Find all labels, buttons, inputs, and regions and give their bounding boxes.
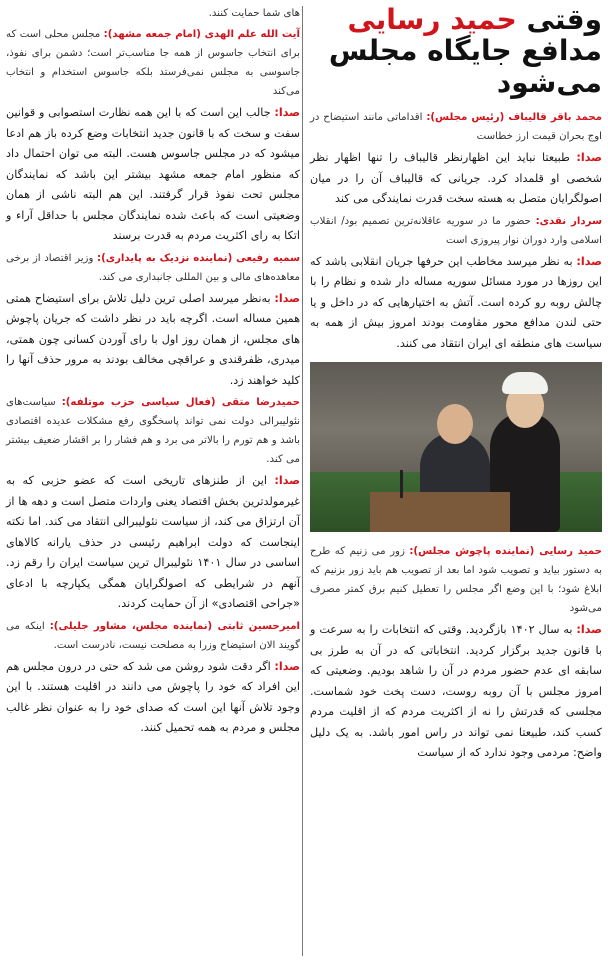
headline-line-3: می‌شود	[496, 65, 602, 99]
commentary-label: صدا:	[274, 291, 300, 305]
speaker-name: حمیدرضا متقی (فعال سیاسی حزب موتلفه):	[61, 397, 300, 408]
speaker-name: سردار نقدی:	[535, 215, 602, 227]
news-photo	[310, 362, 602, 532]
headline-line-1: وقتی حمید رسایی	[347, 3, 602, 36]
column-divider	[302, 6, 303, 956]
speaker-name: سمیه رفیعی (نماینده نزدیک به پایداری):	[97, 252, 300, 264]
left-column	[6, 4, 300, 741]
commentary-sabeti: صدا: اگر دقت شود روشن می شد که حتی در درون مجلس هم این افراد که خود را پاچوش می دانند در اقلیت هستند. با این وجود تلاش آنها این است که صدای خود را به عنوان نظر غالب مجلس و مردم به همه تحمیل کنند.	[6, 659, 300, 734]
right-column	[310, 4, 602, 766]
quote-motaghi: حمیدرضا متقی (فعال سیاسی حزب موتلفه): سیاست‌های نئولیبرالی دولت نمی تواند پاسخگوی رفع مشکلات عدیده اقتصادی باشد و هم تورم را بالاتر می برد و هم فشار را بر اقشار ضعیف بیشتر می کند.	[6, 397, 300, 465]
commentary-alamolhoda: صدا: جالب این است که با این همه نظارت استصوابی و قوانین سفت و سخت که با قانون جدید انتخابات وضع کرده باز هم ادعا میشود که در مجلس جاسوس هست. البته می توان احتمال داد که منظور امام جمعه مشهد بیشتر این باشد که نمایندگان مجلس تحت نفوذ قرار گرفتند. این هم البته ناشی از همان وضعیتی است که باعث شده نمایندگان مجلس با حداقل آراء و اتکا به رای اکثریت مردم به قدرت برسند	[6, 106, 300, 242]
speaker-name: آیت الله علم الهدی (امام جمعه مشهد):	[103, 29, 300, 40]
quote-rafiei: سمیه رفیعی (نماینده نزدیک به پایداری): وزیر اقتصاد از برخی معاهده‌های مالی و بین المللی جانبداری می کند.	[6, 252, 300, 283]
commentary-rasaei: صدا: به سال ۱۴۰۲ بازگردید. وقتی که انتخابات را به سرعت و با قانون جدید برگزار کردید. انتخاباتی که در آن به طرز بی سابقه ای عدم حضور مردم در آن را شاهد بودیم. وضعیتی که امروز مجلس با آن روبه روست، دست پخت خود شماست. مجلسی که قدرتش را نه از اکثریت مردم که از اقلیت مردم کسب کند، طبیعتا نمی تواند در راس امور باشد. به یک دلیل واضح: مردمی وجود ندارد که از سیاست	[310, 623, 602, 760]
speaker-name: حمید رسایی (نماینده پاچوش مجلس):	[409, 546, 602, 558]
quote-naghdi: سردار نقدی: حضور ما در سوریه عاقلانه‌ترین تصمیم بود/ انقلاب اسلامی وارد دوران نوار پیروزی است	[310, 215, 602, 246]
headline-line-2: مدافع جایگاه مجلس	[328, 34, 602, 68]
quote-rasaei: حمید رسایی (نماینده پاچوش مجلس): زور می زنیم که طرح به دستور بیاید و تصویب شود اما بعد از تصویب هم باید زور بزنیم که ابلاغ شود؛ با این وضع اگر مجلس را تعطیل کنیم برق کمتر مصرف می‌شود	[310, 546, 602, 615]
quote-ghalibaf: محمد باقر قالیباف (رئیس مجلس): اقداماتی مانند استیضاح در اوج بحران قیمت ارز خطاست	[310, 112, 602, 143]
commentary-label: صدا:	[274, 659, 300, 673]
commentary-naghdi: صدا: به نظر میرسد مخاطب این حرفها جریان انقلابی باشد که این روزها در مورد مسائل سوریه مساله دار شده و نظام را با چالش روبه رو کرده است. آتش به اختیارهایی که در داخل و یا حتی لندن مدافع محور مقاومت بودند امروز بیش از همه به سیاست های منطقه ای ایران انتقاد می کنند.	[310, 254, 602, 350]
quote-alamolhoda: آیت الله علم الهدی (امام جمعه مشهد): مجلس محلی است که برای انتخاب جاسوس از همه جا مناسب‌تر است؛ دشمن برای نفوذ، جاسوسی به مجلس نمی‌فرستد بلکه جاسوس استخدام و انتخاب می‌کند	[6, 29, 300, 97]
commentary-label: صدا:	[576, 623, 602, 637]
commentary-label: صدا:	[274, 474, 300, 487]
speaker-name: محمد باقر قالیباف (رئیس مجلس):	[426, 112, 602, 124]
commentary-label: صدا:	[274, 106, 300, 119]
speaker-name: امیرحسین ثابتی (نماینده مجلس، مشاور جلیلی):	[49, 620, 301, 632]
commentary-motaghi: صدا: این از طنزهای تاریخی است که عضو حزبی که به غیرمولدترین بخش اقتصاد یعنی واردات متصل است و دهه ها از آن ارتزاق می کند، از سیاست نئولیبرالی انتقاد می کند. اما نکته اینجاست که دولت ابراهیم رئیسی در حذف یارانه کالاهای اساسی در سال ۱۴۰۱ نئولیبرال ترین سیاست ایران را رقم زد. آنهم در شرایطی که اصولگرایان همگی یکپارچه با ادعای «جراحی اقتصادی» از آن حمایت کردند.	[6, 474, 300, 610]
continuation-text: های شما حمایت کنند.	[208, 8, 300, 19]
headline-highlight: حمید رسایی	[347, 3, 517, 36]
headline	[310, 4, 602, 98]
commentary-label: صدا:	[576, 254, 602, 268]
quote-sabeti: امیرحسین ثابتی (نماینده مجلس، مشاور جلیلی): اینکه می گویند الان استیضاح وزرا به مصلحت نیست، نادرست است.	[6, 620, 301, 651]
commentary-ghalibaf: صدا: طبیعتا نباید این اظهارنظر قالیباف را تنها اظهار نظر شخصی او قلمداد کرد. جریانی که قالیباف آن را در میان اصولگرایان متصل به هسته سخت قدرت نمایندگی می کند	[310, 151, 602, 206]
commentary-rafiei: صدا: به‌نظر میرسد اصلی ترین دلیل تلاش برای استیضاح همتی همین مساله است. اگرچه باید در نظر داشت که جریان پاچوش های مجلس، از همان روز اول با رای آوردن کسانی چون همتی، میدری، ظفرقندی و عراقچی مخالف بودند به مرور حذف آنها را کلید خواهند زد.	[6, 291, 300, 387]
commentary-label: صدا:	[576, 151, 602, 165]
